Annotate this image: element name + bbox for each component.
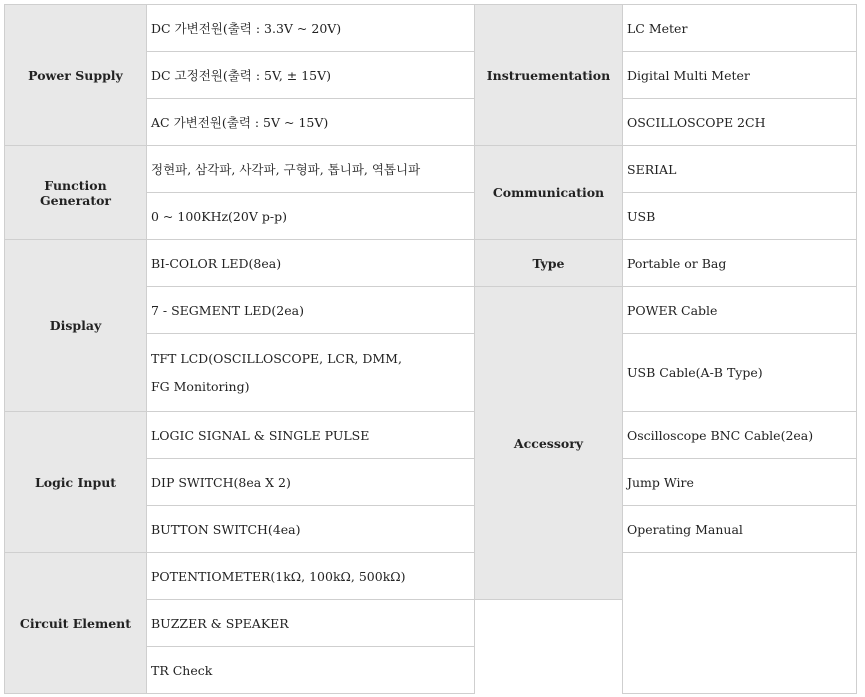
communication-header: Communication [475, 146, 623, 240]
table-row [5, 5, 857, 52]
display-item-line-1: TFT LCD(OSCILLOSCOPE, LCR, DMM, [151, 350, 402, 366]
power-supply-item: DC 가변전원(출력 : 3.3V ~ 20V) [147, 5, 475, 52]
empty-cell [623, 553, 857, 694]
circuit-element-item: TR Check [147, 647, 475, 694]
circuit-element-item: POTENTIOMETER(1kΩ, 100kΩ, 500kΩ) [147, 553, 475, 600]
table-row [5, 412, 857, 459]
communication-item: USB [623, 193, 857, 240]
accessory-header: Accessory [475, 287, 623, 600]
accessory-item: Jump Wire [623, 459, 857, 506]
display-item: BI-COLOR LED(8ea) [147, 240, 475, 287]
logic-input-item: BUTTON SWITCH(4ea) [147, 506, 475, 553]
instrumentation-item: Digital Multi Meter [623, 52, 857, 99]
table-row [5, 553, 857, 600]
accessory-item: Oscilloscope BNC Cable(2ea) [623, 412, 857, 459]
function-generator-item: 정현파, 삼각파, 사각파, 구형파, 톱니파, 역톱니파 [147, 146, 475, 193]
accessory-item: Operating Manual [623, 506, 857, 553]
logic-input-item: DIP SWITCH(8ea X 2) [147, 459, 475, 506]
power-supply-header: Power Supply [5, 5, 147, 146]
type-item: Portable or Bag [623, 240, 857, 287]
logic-input-item: LOGIC SIGNAL & SINGLE PULSE [147, 412, 475, 459]
spec-table-container [4, 4, 857, 694]
function-generator-header: Function Generator [5, 146, 147, 240]
accessory-item: POWER Cable [623, 287, 857, 334]
circuit-element-header: Circuit Element [5, 553, 147, 694]
communication-item: SERIAL [623, 146, 857, 193]
power-supply-item: DC 고정전원(출력 : 5V, ± 15V) [147, 52, 475, 99]
display-item: 7 - SEGMENT LED(2ea) [147, 287, 475, 334]
type-header: Type [475, 240, 623, 287]
table-row [5, 240, 857, 287]
function-generator-item: 0 ~ 100KHz(20V p-p) [147, 193, 475, 240]
instrumentation-item: LC Meter [623, 5, 857, 52]
logic-input-header: Logic Input [5, 412, 147, 553]
instrumentation-item: OSCILLOSCOPE 2CH [623, 99, 857, 146]
power-supply-item: AC 가변전원(출력 : 5V ~ 15V) [147, 99, 475, 146]
display-item-multiline [147, 334, 475, 412]
spec-table [4, 4, 857, 694]
instrumentation-header: Instruementation [475, 5, 623, 146]
circuit-element-item: BUZZER & SPEAKER [147, 600, 475, 647]
table-row [5, 146, 857, 193]
display-header: Display [5, 240, 147, 412]
display-item-line-2: FG Monitoring) [151, 378, 250, 394]
accessory-item: USB Cable(A-B Type) [623, 334, 857, 412]
